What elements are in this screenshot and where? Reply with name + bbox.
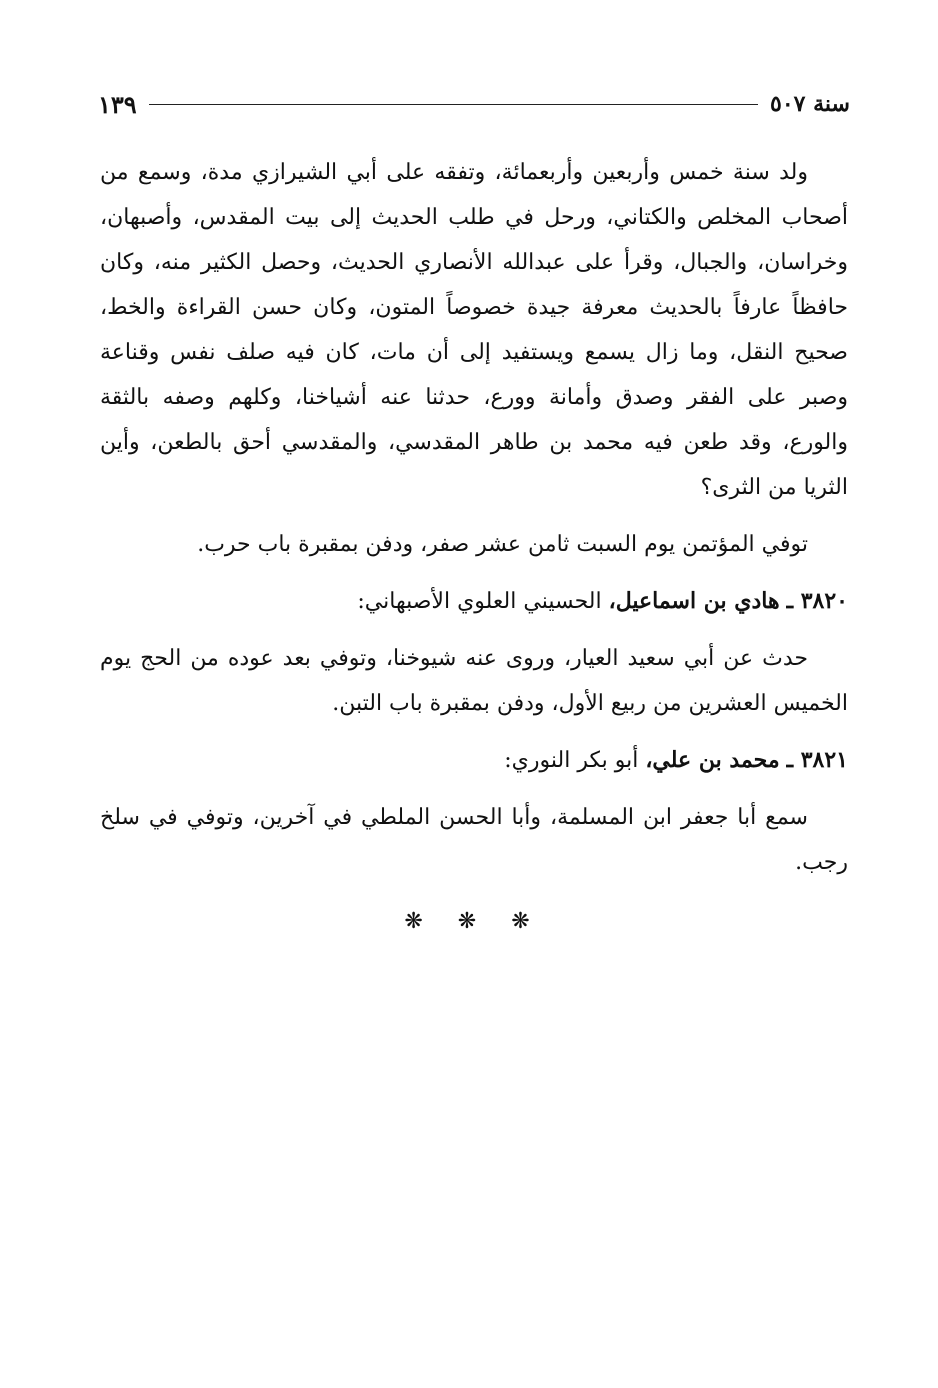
entry-number: ٣٨٢١ ـ bbox=[786, 747, 848, 773]
entry-descriptor: الحسيني العلوي الأصبهاني: bbox=[357, 589, 609, 614]
section-separator: ❋ ❋ ❋ bbox=[404, 909, 544, 934]
entry-number: ٣٨٢٠ ـ bbox=[786, 588, 848, 614]
entry-descriptor: أبو بكر النوري: bbox=[504, 748, 646, 773]
entry-name: هادي بن اسماعيل، bbox=[608, 588, 780, 614]
entry-text-3821: سمع أبا جعفر ابن المسلمة، وأبا الحسن الملطي في آخرين، وتوفي في سلخ رجب. bbox=[100, 805, 848, 875]
header-rule bbox=[149, 104, 758, 105]
death-note-paragraph: توفي المؤتمن يوم السبت ثامن عشر صفر، ودفن بمقبرة باب حرب. bbox=[197, 532, 808, 557]
page-body bbox=[100, 150, 848, 944]
entry-heading-3821 bbox=[100, 738, 848, 783]
entry-text-3820: حدث عن أبي سعيد العيار، وروى عنه شيوخنا، وتوفي بعد عوده من الحج يوم الخميس العشرين من ربيع الأول، ودفن بمقبرة باب التبن. bbox=[100, 646, 848, 716]
page-number: ١٣٩ bbox=[98, 89, 137, 119]
entry-name: محمد بن علي، bbox=[645, 747, 780, 773]
entry-heading-3820 bbox=[100, 579, 848, 624]
page-header bbox=[98, 84, 850, 124]
biography-paragraph: ولد سنة خمس وأربعين وأربعمائة، وتفقه على أبي الشيرازي مدة، وسمع من أصحاب المخلص والكتاني، ورحل في طلب الحديث إلى بيت المقدس، وأصبهان، وخراسان، والجبال، وقرأ على عبدالله الأنصاري الحديث، وحصل الكثير منه، وكان حافظاً عارفاً بالحديث معرفة جيدة خصوصاً المتون، وكان حسن القراءة والخط، صحيح النقل، وما زال يسمع ويستفيد إلى أن مات، كان فيه صلف نفس وقناعة وصبر على الفقر وصدق وأمانة وورع، حدثنا عنه أشياخنا، وكلهم وصفه بالثقة والورع، وقد طعن فيه محمد بن طاهر المقدسي، والمقدسي أحق بالطعن، وأين الثريا من الثرى؟ bbox=[100, 160, 848, 500]
running-header-year: سنة ٥٠٧ bbox=[770, 91, 850, 117]
